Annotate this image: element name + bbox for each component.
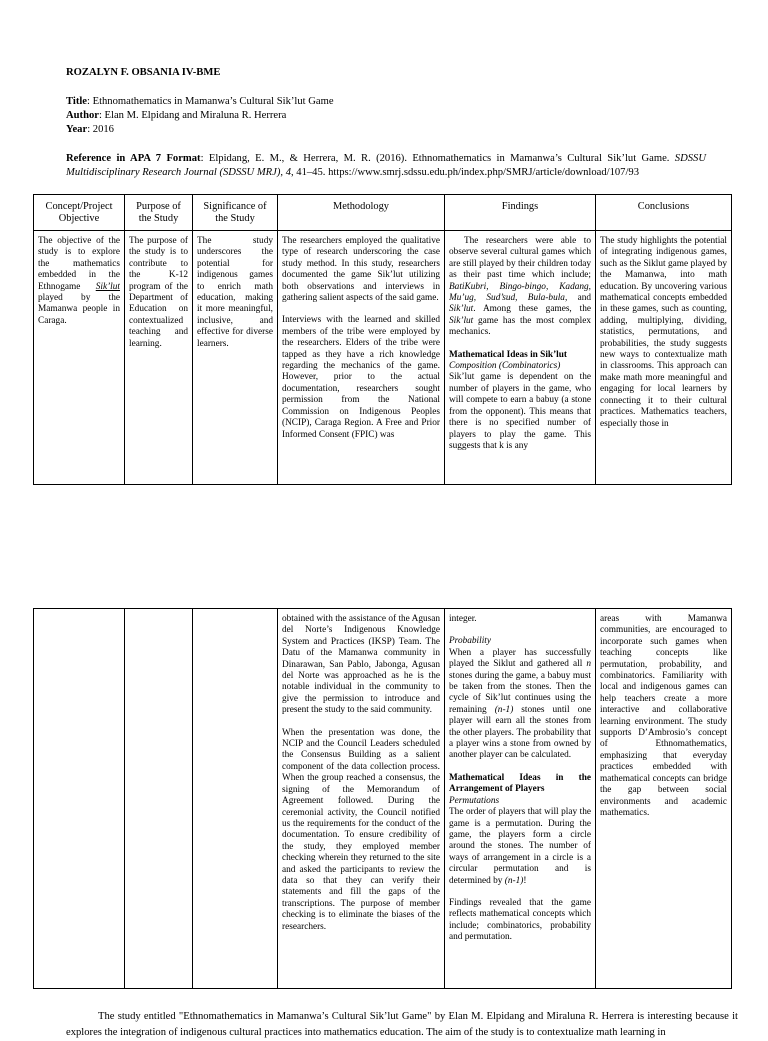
conclusions-cell-cont: areas with Mamanwa communities, are encouraged to incorporate such games when teaching concepts like permutation, probability, and combinatorics. Familiarity with local and indigenous games can help teachers create a more interactive and collaborative learning environment. The study supports D’Ambrosio’s concept of Ethnomathematics, emphasizing that everyday practices embedded with mathematical concepts can bridge the gap between social environments and academic mathematics. (596, 609, 732, 989)
header-significance: Significance of the Study (193, 195, 278, 231)
year-line: Year: 2016 (66, 124, 114, 135)
objective-cell-cont (34, 609, 125, 989)
header-objective: Concept/Project Objective (34, 195, 125, 231)
closing-paragraph: The study entitled "Ethnomathematics in Mamanwa’s Cultural Sik’lut Game" by Elan M. Elpidang and Miraluna R. Herrera is interesting because it explores the integration of indigenous cultural practices into mathematics education. The aim of the study is to contextualize math learning in (66, 1011, 738, 1038)
findings-cell-cont: integer. Probability When a player has successfully played the Siklut and gathered all n stones during the game, a babuy must be taken from the stones. Then the cycle of Sik’lut continues using the remaining (n-1) stones until one player will earn all the stones from the other players. The probability that a player wins a stone from owned by another player can be calculated. Mathematical Ideas in the Arrangement of Players Permutations The order of players that will play the game is a permutation. During the game, the players form a circle around the stones. The number of ways of arrangement in a circle is a circular permutation and is determined by (n-1)! Findings revealed that the game reflects mathematical concepts which include; combinatorics, probability and permutation. (445, 609, 596, 989)
header-purpose: Purpose of the Study (125, 195, 193, 231)
table-row (34, 609, 732, 989)
methodology-cell-cont: obtained with the assistance of the Agusan del Norte’s Indigenous Knowledge System and Practices (IKSP) Team. The Datu of the Mamanwa community in Dinarawan, San Pablo, Jabonga, Agusan del Norte was approached as he is the notable individual in the community to give the permission to introduce and present the study to the said community. When the presentation was done, the NCIP and the Council Leaders scheduled the Consensus Building as a salient component of the data collection process. When the group reached a consensus, the signing of the Memorandum of Agreement followed. During the ceremonial activity, the Council notified us the requirements for the conduct of the documentation. To ensure credibility of the study, they employed member checking wherein they returned to the site and asked the participants to review the data so that they can verify their statements and fill the gaps of the transcriptions. The purpose of member checking is to eliminate the biases of the researchers. (278, 609, 445, 989)
apa-reference: Reference in APA 7 Format: Elpidang, E. M., & Herrera, M. R. (2016). Ethnomathematics in Mamanwa’s Cultural Sik’lut Game. SDSSU Multidisciplinary Research Journal (SDSSU MRJ), 4, 41–45. https://www.smrj.sdssu.edu.ph/index.php/SMRJ/article/download/107/93 (66, 153, 706, 178)
header-methodology: Methodology (278, 195, 445, 231)
purpose-cell-cont (125, 609, 193, 989)
purpose-cell: The purpose of the study is to contribute to the K-12 program of the Department of Education on contextualized teaching and learning. (125, 231, 193, 485)
table-header-row (34, 195, 732, 231)
author-line: Author: Elan M. Elpidang and Miraluna R. Herrera (66, 110, 287, 121)
header-conclusions: Conclusions (596, 195, 732, 231)
student-name-line: ROZALYN F. OBSANIA IV-BME (66, 67, 221, 78)
conclusions-cell: The study highlights the potential of integrating indigenous games, such as the Siklut game played by the Mamanwa, into math education. By uncovering various mathematical concepts embedded in these games, such as counting, adding, multiplying, dividing, statistics, permutations, and probabilities, the study suggests new ways to contextualize math in classrooms. This approach can make math more meaningful and engaging for local learners by connecting it to their cultural practices. Mathematics teachers, especially those in (596, 231, 732, 485)
findings-cell: The researchers were able to observe several cultural games which are still played by their children today as their past time which include; BatiKubri, Bingo-bingo, Kadang, Mu’ug, Sud’sud, Bula-bula, and Sik’lut. Among these games, the Sik’lut game has the most complex mechanics. Mathematical Ideas in Sik’lut Composition (Combinatorics) Sik’lut game is dependent on the number of players in the game, who will compete to earn a babuy (a stone from the opponent). This means that there is no specified number of players to play the game. This suggests that k is any (445, 231, 596, 485)
header-findings: Findings (445, 195, 596, 231)
title-line: Title: Ethnomathematics in Mamanwa’s Cultural Sik’lut Game (66, 96, 334, 107)
objective-cell: The objective of the study is to explore the mathematics embedded in the Ethnogame Sik’lut played by the Mamanwa people in Caraga. (34, 231, 125, 485)
review-matrix-table-page1 (33, 194, 732, 485)
methodology-cell: The researchers employed the qualitative type of research underscoring the case study method. In this study, researchers documented the game Sik’lut utilizing both observations and interviews in gathering salient aspects of the said game. Interviews with the learned and skilled members of the tribe were employed by the researchers. Elders of the tribe were tapped as they have a rich knowledge regarding the mechanics of the game. However, prior to the actual documentation, researchers sought permission from the National Commission on Indigenous Peoples (NCIP), Caraga Region. A Free and Prior Informed Consent (FPIC) was (278, 231, 445, 485)
review-matrix-table-page2 (33, 608, 732, 989)
findings-subheading: Mathematical Ideas in Sik’lut (449, 349, 568, 360)
significance-cell-cont (193, 609, 278, 989)
significance-cell: The study underscores the potential for indigenous games to enrich math education, making it more meaningful, inclusive, and effective for diverse learners. (193, 231, 278, 485)
table-row (34, 231, 732, 485)
